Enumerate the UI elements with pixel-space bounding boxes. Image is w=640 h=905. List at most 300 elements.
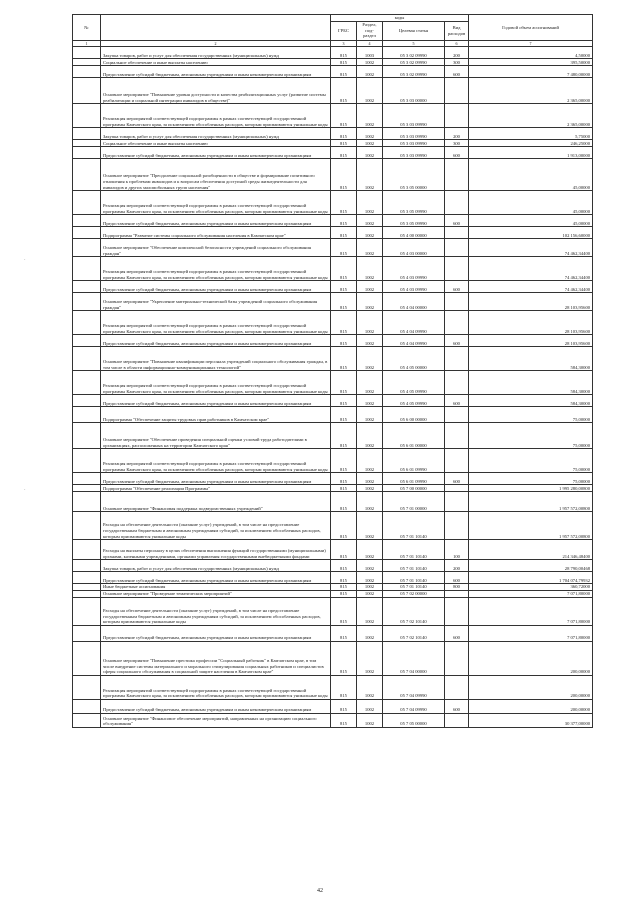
table-row	[73, 147, 593, 159]
target-code: 05 4 05 09990	[383, 395, 445, 407]
section-code: 1002	[357, 59, 383, 66]
amount-value: 200,00000	[469, 675, 593, 699]
target-code: 05 3 02 09990	[383, 59, 445, 66]
expense-name: Основное мероприятие "Преодоление социальной разобщенности в обществе и формирование позитивного отношения к проблемам инвалидов и к вопросам обеспечения доступной среды жизнедеятельности для инвалидов и других маломобильных групп населения"	[101, 159, 331, 191]
expense-name: Основное мероприятие "Финансовая поддержка подведомственных учреждений"	[101, 492, 331, 512]
target-code: 05 7 04 09990	[383, 699, 445, 713]
expense-type-code: 100	[445, 540, 469, 560]
amount-value: 360,72000	[469, 584, 593, 591]
target-code: 05 3 05 00000	[383, 159, 445, 191]
expense-type-code: 600	[445, 66, 469, 78]
section-code: 1002	[357, 78, 383, 104]
amount-value: 7 071,80000	[469, 590, 593, 597]
grbs-code: 815	[331, 140, 357, 147]
amount-value: 1 957 572,00800	[469, 492, 593, 512]
expense-name: Основное мероприятие "Укрепление материально-технической базы учреждений социального обслуживания граждан"	[101, 293, 331, 311]
target-code: 05 7 01 10140	[383, 540, 445, 560]
row-number	[73, 257, 101, 281]
table-row	[73, 699, 593, 713]
amount-value: 200,00000	[469, 641, 593, 675]
section-code: 1002	[357, 293, 383, 311]
expense-name: Основное мероприятие "Обеспечение комплексной безопасности учреждений социального обслуживания граждан"	[101, 239, 331, 257]
target-code: 05 7 02 00000	[383, 590, 445, 597]
expense-name: Подпрограмма "Обеспечение реализации Программы"	[101, 485, 331, 492]
table-row	[73, 59, 593, 66]
expense-name: Подпрограмма "Развитие системы социального обслуживания населения в Камчатском крае"	[101, 227, 331, 239]
expense-type-code	[445, 104, 469, 128]
row-number	[73, 512, 101, 540]
section-code: 1002	[357, 560, 383, 572]
row-number	[73, 347, 101, 371]
header-target: Целевая статья	[383, 21, 445, 40]
header-codes-group: коды	[331, 15, 469, 22]
row-number	[73, 590, 101, 597]
grbs-code: 815	[331, 572, 357, 584]
target-code: 05 6 01 09990	[383, 449, 445, 473]
grbs-code: 815	[331, 159, 357, 191]
table-row	[73, 311, 593, 335]
expense-type-code: 600	[445, 699, 469, 713]
table-row	[73, 449, 593, 473]
expense-type-code	[445, 597, 469, 625]
target-code: 05 3 03 09990	[383, 128, 445, 140]
expense-name: Предоставление субсидий бюджетным, автономным учреждениям и иным некоммерческим организациям	[101, 699, 331, 713]
expense-name: Закупка товаров, работ и услуг для обеспечения государственных (муниципальных) нужд	[101, 47, 331, 59]
target-code: 05 7 05 00000	[383, 713, 445, 727]
grbs-code: 815	[331, 540, 357, 560]
table-row	[73, 371, 593, 395]
row-number	[73, 239, 101, 257]
row-number	[73, 227, 101, 239]
expense-type-code: 600	[445, 473, 469, 485]
grbs-code: 815	[331, 560, 357, 572]
section-code: 1002	[357, 423, 383, 449]
grbs-code: 815	[331, 66, 357, 78]
target-code: 05 7 04 00000	[383, 641, 445, 675]
section-code: 1002	[357, 625, 383, 641]
expense-name: Реализация мероприятий соответствующей подпрограммы в рамках соответствующей государственной программы Камчатского края, за исключением обособленных расходов, которым присваиваются уникальные коды	[101, 311, 331, 335]
row-number	[73, 281, 101, 293]
row-number	[73, 104, 101, 128]
table-row	[73, 713, 593, 727]
section-code: 1002	[357, 311, 383, 335]
margin-mark: ·	[24, 488, 26, 493]
target-code: 05 3 02 09990	[383, 66, 445, 78]
table-body	[73, 47, 593, 728]
section-code: 1002	[357, 128, 383, 140]
grbs-code: 815	[331, 128, 357, 140]
amount-value: 246,25000	[469, 140, 593, 147]
column-number: 7	[469, 40, 593, 47]
target-code: 05 7 00 00000	[383, 485, 445, 492]
expense-name: Иные бюджетные ассигнования	[101, 584, 331, 591]
row-number	[73, 625, 101, 641]
table-row	[73, 540, 593, 560]
target-code: 05 4 04 09990	[383, 335, 445, 347]
table-row	[73, 281, 593, 293]
amount-value: 28 103,95600	[469, 293, 593, 311]
amount-value: 74 462,34400	[469, 281, 593, 293]
row-number	[73, 492, 101, 512]
table-row	[73, 257, 593, 281]
section-code: 1002	[357, 191, 383, 215]
section-code: 1002	[357, 140, 383, 147]
grbs-code: 815	[331, 597, 357, 625]
expense-type-code: 600	[445, 625, 469, 641]
row-number	[73, 128, 101, 140]
target-code: 05 7 02 10140	[383, 625, 445, 641]
target-code: 05 7 01 10140	[383, 572, 445, 584]
row-number	[73, 147, 101, 159]
expense-name: Расходы на выплаты персоналу в целях обеспечения выполнения функций государственными (муниципальными) органами, казенными учреждениями, органами управления государственными внебюджетными фондами	[101, 540, 331, 560]
section-code: 1002	[357, 590, 383, 597]
section-code: 1002	[357, 147, 383, 159]
amount-value: 7 071,80000	[469, 597, 593, 625]
section-code: 1002	[357, 540, 383, 560]
target-code: 05 3 03 09990	[383, 147, 445, 159]
row-number	[73, 66, 101, 78]
grbs-code: 815	[331, 590, 357, 597]
section-code: 1002	[357, 572, 383, 584]
expense-name: Предоставление субсидий бюджетным, автономным учреждениям и иным некоммерческим организациям	[101, 66, 331, 78]
row-number	[73, 140, 101, 147]
amount-value: 30 377,00000	[469, 713, 593, 727]
expense-type-code	[445, 423, 469, 449]
expense-type-code: 300	[445, 140, 469, 147]
grbs-code: 815	[331, 675, 357, 699]
grbs-code: 815	[331, 407, 357, 423]
amount-value: 45,00000	[469, 191, 593, 215]
header-grbs: ГРБС	[331, 21, 357, 40]
margin-mark: ·	[24, 258, 26, 263]
header-expense-type: Вид расходов	[445, 21, 469, 40]
expense-name: Реализация мероприятий соответствующей подпрограммы в рамках соответствующей государственной программы Камчатского края, за исключением обособленных расходов, которым присваиваются уникальные коды	[101, 104, 331, 128]
target-code: 05 7 01 00000	[383, 492, 445, 512]
expense-type-code: 800	[445, 584, 469, 591]
table-row	[73, 675, 593, 699]
amount-value: 28 790,00468	[469, 560, 593, 572]
table-row	[73, 293, 593, 311]
section-code: 1002	[357, 675, 383, 699]
grbs-code: 815	[331, 78, 357, 104]
amount-value: 214 346,48400	[469, 540, 593, 560]
expense-type-code: 600	[445, 395, 469, 407]
target-code: 05 6 00 00000	[383, 407, 445, 423]
amount-value: 1 913,00000	[469, 147, 593, 159]
target-code: 05 7 01 10140	[383, 512, 445, 540]
section-code: 1002	[357, 371, 383, 395]
expense-type-code: 600	[445, 147, 469, 159]
amount-value: 28 103,95600	[469, 311, 593, 335]
expense-type-code	[445, 641, 469, 675]
row-number	[73, 584, 101, 591]
amount-value: 75,00000	[469, 423, 593, 449]
section-code: 1002	[357, 239, 383, 257]
expense-type-code: 200	[445, 47, 469, 59]
grbs-code: 815	[331, 347, 357, 371]
table-row	[73, 335, 593, 347]
expense-name: Предоставление субсидий бюджетным, автономным учреждениям и иным некоммерческим организациям	[101, 215, 331, 227]
header-no: №	[73, 15, 101, 41]
amount-value: 1 704 074,79932	[469, 572, 593, 584]
expense-type-code	[445, 371, 469, 395]
grbs-code: 815	[331, 227, 357, 239]
table-row	[73, 423, 593, 449]
row-number	[73, 675, 101, 699]
grbs-code: 815	[331, 257, 357, 281]
table-row	[73, 347, 593, 371]
row-number	[73, 449, 101, 473]
expense-name: Социальное обеспечение и иные выплаты населению	[101, 59, 331, 66]
target-code: 05 7 01 10140	[383, 560, 445, 572]
expense-name: Расходы на обеспечение деятельности (оказание услуг) учреждений, в том числе на предоставление государственным бюджетным и автономным учреждениям субсидий, за исключением обособленных расходов, которым присваиваются уникальные коды	[101, 512, 331, 540]
grbs-code: 815	[331, 423, 357, 449]
grbs-code: 815	[331, 699, 357, 713]
grbs-code: 815	[331, 641, 357, 675]
grbs-code: 815	[331, 584, 357, 591]
column-number: 5	[383, 40, 445, 47]
table-row	[73, 128, 593, 140]
row-number	[73, 395, 101, 407]
row-number	[73, 371, 101, 395]
expense-name: Основное мероприятие "Проведение тематических мероприятий"	[101, 590, 331, 597]
expense-name: Закупка товаров, работ и услуг для обеспечения государственных (муниципальных) нужд	[101, 560, 331, 572]
table-row	[73, 641, 593, 675]
expense-name: Расходы на обеспечение деятельности (оказание услуг) учреждений, в том числе на предоставление государственным бюджетным и автономным учреждениям субсидий, за исключением обособленных расходов, которым присваиваются уникальные коды	[101, 597, 331, 625]
row-number	[73, 78, 101, 104]
grbs-code: 815	[331, 215, 357, 227]
table-row	[73, 191, 593, 215]
expense-type-code	[445, 512, 469, 540]
row-number	[73, 191, 101, 215]
amount-value: 7 480,00000	[469, 66, 593, 78]
amount-value: 45,00000	[469, 159, 593, 191]
table-row	[73, 597, 593, 625]
expense-name: Реализация мероприятий соответствующей подпрограммы в рамках соответствующей государственной программы Камчатского края, за исключением обособленных расходов, которым присваиваются уникальные коды	[101, 675, 331, 699]
section-code: 1002	[357, 347, 383, 371]
grbs-code: 815	[331, 281, 357, 293]
target-code: 05 6 01 00000	[383, 423, 445, 449]
amount-value: 2 365,00000	[469, 78, 593, 104]
section-code: 1002	[357, 512, 383, 540]
target-code: 05 3 05 09990	[383, 215, 445, 227]
target-code: 05 3 02 09990	[383, 47, 445, 59]
expense-type-code	[445, 257, 469, 281]
expense-name: Подпрограмма "Обеспечение защиты трудовых прав работников в Камчатском крае"	[101, 407, 331, 423]
table-row	[73, 66, 593, 78]
table-row	[73, 492, 593, 512]
expense-name: Реализация мероприятий соответствующей подпрограммы в рамках соответствующей государственной программы Камчатского края, за исключением обособленных расходов, которым присваиваются уникальные коды	[101, 449, 331, 473]
grbs-code: 815	[331, 191, 357, 215]
expense-type-code: 600	[445, 215, 469, 227]
column-number: 3	[331, 40, 357, 47]
amount-value: 4,50000	[469, 47, 593, 59]
expense-type-code	[445, 78, 469, 104]
row-number	[73, 485, 101, 492]
expense-type-code	[445, 449, 469, 473]
grbs-code: 815	[331, 147, 357, 159]
amount-value: 75,00000	[469, 407, 593, 423]
amount-value: 7 071,80000	[469, 625, 593, 641]
grbs-code: 815	[331, 59, 357, 66]
section-code: 1002	[357, 159, 383, 191]
grbs-code: 815	[331, 492, 357, 512]
row-number	[73, 597, 101, 625]
grbs-code: 815	[331, 485, 357, 492]
expense-type-code	[445, 227, 469, 239]
table-row	[73, 572, 593, 584]
target-code: 05 3 03 09990	[383, 104, 445, 128]
amount-value: 584,30000	[469, 347, 593, 371]
expense-type-code	[445, 347, 469, 371]
expense-type-code: 200	[445, 128, 469, 140]
expense-type-code	[445, 713, 469, 727]
expense-name: Основное мероприятие "Повышение престижа профессии "Социальный работник" в Камчатском крае, в том числе внедрение системы материального и морального стимулирования социальных работников и специалистов сферы социального обслуживания в социальной защите населения в Камчатском крае"	[101, 641, 331, 675]
section-code: 1002	[357, 227, 383, 239]
expense-type-code: 600	[445, 572, 469, 584]
target-code: 05 3 03 09990	[383, 140, 445, 147]
section-code: 1002	[357, 257, 383, 281]
table-row	[73, 625, 593, 641]
row-number	[73, 699, 101, 713]
target-code: 05 7 01 10140	[383, 584, 445, 591]
row-number	[73, 159, 101, 191]
column-number: 4	[357, 40, 383, 47]
amount-value: 102 156,60000	[469, 227, 593, 239]
target-code: 05 4 03 09990	[383, 257, 445, 281]
table-row	[73, 485, 593, 492]
row-number	[73, 540, 101, 560]
target-code: 05 4 03 09990	[383, 281, 445, 293]
section-code: 1002	[357, 104, 383, 128]
section-code: 1002	[357, 66, 383, 78]
amount-value: 28 103,95600	[469, 335, 593, 347]
section-code: 1002	[357, 584, 383, 591]
section-code: 1002	[357, 449, 383, 473]
row-number	[73, 713, 101, 727]
grbs-code: 815	[331, 47, 357, 59]
amount-value: 1 995 280,00800	[469, 485, 593, 492]
grbs-code: 815	[331, 335, 357, 347]
row-number	[73, 641, 101, 675]
amount-value: 200,00000	[469, 699, 593, 713]
expense-type-code	[445, 485, 469, 492]
target-code: 05 6 01 09990	[383, 473, 445, 485]
grbs-code: 815	[331, 473, 357, 485]
grbs-code: 815	[331, 311, 357, 335]
table-row	[73, 140, 593, 147]
row-number	[73, 215, 101, 227]
grbs-code: 815	[331, 449, 357, 473]
expense-type-code	[445, 675, 469, 699]
expense-name: Реализация мероприятий соответствующей подпрограммы в рамках соответствующей государственной программы Камчатского края, за исключением обособленных расходов, которым присваиваются уникальные коды	[101, 191, 331, 215]
row-number	[73, 293, 101, 311]
amount-value: 5,75000	[469, 128, 593, 140]
grbs-code: 815	[331, 104, 357, 128]
expense-name: Основное мероприятие "Повышение квалификации персонала учреждений социального обслуживания граждан, в том числе в области информационно-коммуникационных технологий"	[101, 347, 331, 371]
expense-name: Социальное обеспечение и иные выплаты населению	[101, 140, 331, 147]
expense-name: Предоставление субсидий бюджетным, автономным учреждениям и иным некоммерческим организациям	[101, 572, 331, 584]
section-code: 1002	[357, 407, 383, 423]
document-page	[72, 14, 592, 728]
grbs-code: 815	[331, 293, 357, 311]
target-code: 05 3 03 00000	[383, 78, 445, 104]
table-row	[73, 590, 593, 597]
table-row	[73, 584, 593, 591]
expense-name: Основное мероприятие "Финансовое обеспечение мероприятий, направленных на организацию социального обслуживания"	[101, 713, 331, 727]
table-row	[73, 395, 593, 407]
amount-value: 75,00000	[469, 449, 593, 473]
section-code: 1002	[357, 713, 383, 727]
table-row	[73, 560, 593, 572]
expense-name: Предоставление субсидий бюджетным, автономным учреждениям и иным некоммерческим организациям	[101, 281, 331, 293]
header-amount: Годовой объем ассигнований	[469, 15, 593, 41]
column-number: 1	[73, 40, 101, 47]
section-code: 1002	[357, 473, 383, 485]
target-code: 05 4 04 00000	[383, 293, 445, 311]
column-number-row	[73, 40, 593, 47]
expense-name: Закупка товаров, работ и услуг для обеспечения государственных (муниципальных) нужд	[101, 128, 331, 140]
table-row	[73, 47, 593, 59]
grbs-code: 815	[331, 395, 357, 407]
expense-type-code: 600	[445, 335, 469, 347]
expense-name: Предоставление субсидий бюджетным, автономным учреждениям и иным некоммерческим организациям	[101, 147, 331, 159]
table-row	[73, 239, 593, 257]
expense-type-code	[445, 159, 469, 191]
amount-value: 45,00000	[469, 215, 593, 227]
amount-value: 1 957 572,00800	[469, 512, 593, 540]
amount-value: 584,30000	[469, 395, 593, 407]
table-header	[73, 15, 593, 47]
expense-name: Основное мероприятие "Обеспечение проведения специальной оценки условий труда работодателями в организациях, расположенных на территории Камчатского края"	[101, 423, 331, 449]
page-number: 42	[317, 888, 323, 894]
row-number	[73, 572, 101, 584]
row-number	[73, 407, 101, 423]
expense-type-code	[445, 293, 469, 311]
grbs-code: 815	[331, 239, 357, 257]
row-number	[73, 59, 101, 66]
amount-value: 584,30000	[469, 371, 593, 395]
table-row	[73, 215, 593, 227]
expense-type-code	[445, 191, 469, 215]
expense-type-code	[445, 590, 469, 597]
amount-value: 395,50000	[469, 59, 593, 66]
expense-type-code: 200	[445, 560, 469, 572]
amount-value: 2 365,00000	[469, 104, 593, 128]
amount-value: 75,00000	[469, 473, 593, 485]
amount-value: 74 462,34400	[469, 257, 593, 281]
target-code: 05 4 05 09990	[383, 371, 445, 395]
target-code: 05 4 03 00000	[383, 239, 445, 257]
section-code: 1002	[357, 597, 383, 625]
expense-type-code	[445, 407, 469, 423]
table-row	[73, 159, 593, 191]
column-number: 2	[101, 40, 331, 47]
target-code: 05 7 02 10140	[383, 597, 445, 625]
section-code: 1002	[357, 281, 383, 293]
row-number	[73, 311, 101, 335]
grbs-code: 815	[331, 512, 357, 540]
section-code: 1002	[357, 699, 383, 713]
table-row	[73, 407, 593, 423]
table-row	[73, 473, 593, 485]
section-code: 1002	[357, 492, 383, 512]
grbs-code: 815	[331, 371, 357, 395]
expense-type-code	[445, 311, 469, 335]
expense-name: Предоставление субсидий бюджетным, автономным учреждениям и иным некоммерческим организациям	[101, 473, 331, 485]
section-code: 1002	[357, 485, 383, 492]
row-number	[73, 47, 101, 59]
